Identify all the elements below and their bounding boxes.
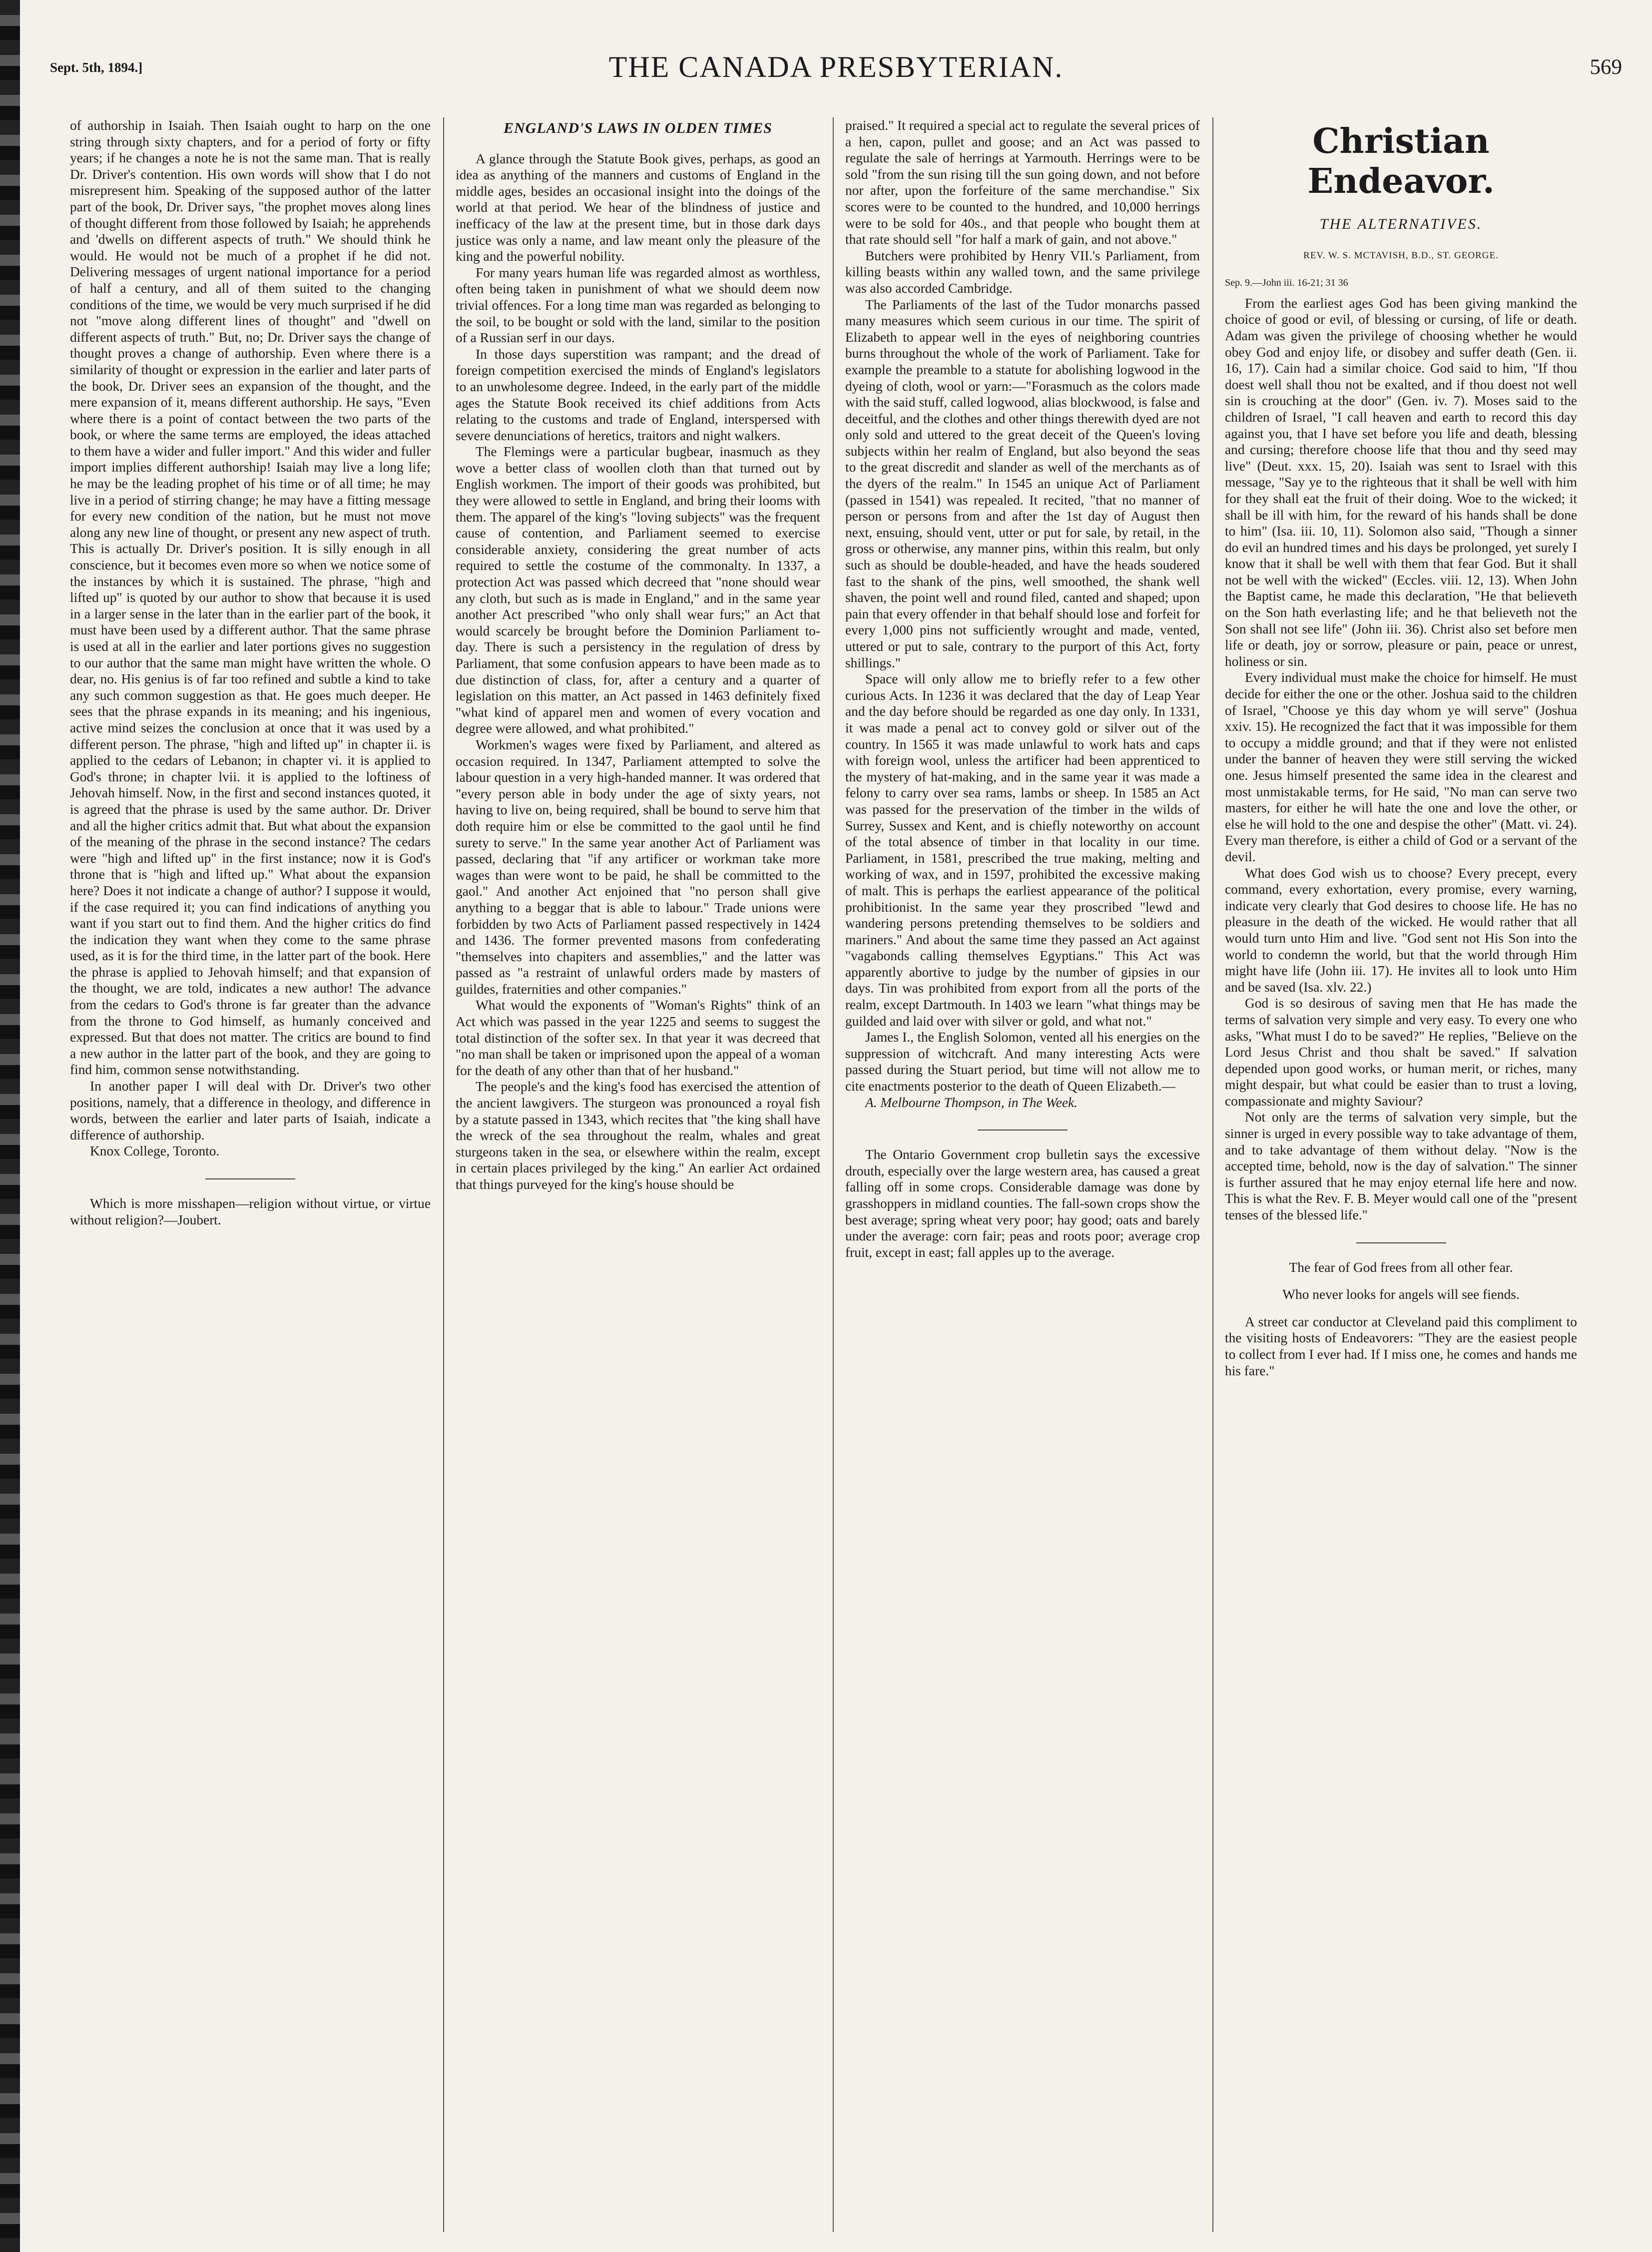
article-attribution: A. Melbourne Thompson, in The Week. [865,1095,1078,1110]
article-paragraph: From the earliest ages God has been giving mankind the choice of good or evil, of blessing or cursing, of life or death. Adam was given the privilege of choosing whether he would obey God and enjoy life, or disobey and suffer death (Gen. ii. 16, 17). Cain had a similar choice. God said to him, "If thou doest well shall thou not be exalted, and if thou doest not well sin is crouching at the door" (Gen. iv. 7). Moses said to the children of Israel, "I call heaven and earth to record this day against you, that I have set before you life and death, blessing and cursing; therefore choose life that thou and thy seed may live" (Deut. xxx. 15, 20). Isaiah was sent to Israel with this message, "Say ye to the righteous that it shall be well with him for they shall eat the fruit of their doing. Woe to the wicked; it shall be ill with him, for the reward of his hands shall be done to him" (Isa. iii. 10, 11). Solomon also said, "Though a sinner do evil an hundred times and his days be prolonged, yet surely I know that it shall be well with them that fear God. But it shall not be well with the wicked" (Eccles. viii. 12, 13). When John the Baptist came, he made this declaration, "He that believeth on the Son hath everlasting life; and he that believeth not the Son shall not see life" (John iii. 36). Christ also set before men life or death, joy or sorrow, pleasure or pain, peace or unrest, holiness or sin. [1225,295,1577,669]
scripture-reference: Sep. 9.—John iii. 16-21; 31 36 [1225,277,1348,289]
article-paragraph: Not only are the terms of salvation very simple, but the sinner is urged in every possible way to take advantage of them, and to take advantage of them without delay. "Now is the accepted time, behold, now is the day of salvation." The sinner is further assured that he may enjoy eternal life here and now. This is what the Rev. F. B. Meyer would call one of the "present tenses of the blessed life." [1225,1110,1577,1223]
column-3 [845,117,1200,2232]
author-byline: REV. W. S. MCTAVISH, B.D., ST. GEORGE. [1303,250,1499,261]
filler-saying: The fear of God frees from all other fear. [1289,1259,1513,1275]
section-divider [978,1129,1068,1130]
article-title: THE ALTERNATIVES. [1319,216,1483,232]
page-header [50,50,1622,105]
article-paragraph: The Flemings were a particular bugbear, inasmuch as they wove a better class of woollen cloth than that turned out by English workmen. The import of their goods was prohibited, but they were allowed to settle in England, and bring their looms with them. The apparel of the king's "loving subjects" was the frequent cause of contention, and Parliament seemed to exercise considerable anxiety, considering the great number of acts required to settle the costume of the commonalty. In 1337, a protection Act was passed which decreed that "none should wear any cloth, but such as is made in England," and in the same year another Act prescribed "who only shall wear furs;" an Act that would scarcely be brought before the Dominion Parliament to-day. There is such a persistency in the regulation of dress by Parliament, that some confusion appears to have been made as to due distinction of class, for, after a century and a quarter of legislation on this matter, an Act passed in 1463 definitely fixed "what kind of apparel men and women of every vocation and degree were allowed, and what prohibited." [456,444,820,736]
filler-saying: Who never looks for angels will see fiends. [1282,1287,1520,1302]
article-paragraph: What does God wish us to choose? Every precept, every command, every exhortation, every promise, every warning, indicate very clearly that God desires to choose life. He has no pleasure in the death of the wicked. He would rather that all would turn unto Him and live. "God sent not His Son into the world to condemn the world, but that the world through Him might have life (John iii. 17). He invites all to look unto Him and be saved (Isa. xlv. 22.) [1225,865,1577,995]
column-2 [456,117,820,2232]
column-4 [1225,117,1577,2232]
article-signoff: Knox College, Toronto. [90,1143,220,1159]
article-paragraph: James I., the English Solomon, vented all his energies on the suppression of witchcraft. And many interesting Acts were passed during the Stuart period, but time will not allow me to cite enactments posterior to the death of Queen Elizabeth.— [845,1030,1200,1094]
column-rule [833,117,834,2232]
column-rule [443,117,444,2232]
department-heading: Christian Endeavor. [1307,121,1495,201]
article-paragraph: What would the exponents of "Woman's Rights" think of an Act which was passed in the year 1225 and seems to suggest the total distinction of the softer sex. In that year it was decreed that "no man shall be taken or imprisoned upon the appeal of a woman for the death of any other than that of her husband." [456,998,820,1078]
publication-title: THE CANADA PRESBYTERIAN. [608,50,1064,83]
section-divider [205,1178,295,1179]
article-paragraph: Workmen's wages were fixed by Parliament, and altered as occasion required. In 1347, Parliament attempted to solve the labour question in a very high-handed manner. It was ordered that "every person able in body under the age of sixty years, not having to live on, being required, shall be bound to serve him that doth require him or else be committed to the gaol until he find surety to serve." In the same year another Act of Parliament was passed, declaring that "if any artificer or workman take more wages than were wont to be paid, he shall be committed to the gaol." And another Act enjoined that "no person shall give anything to a beggar that is able to labour." Trade unions were forbidden by two Acts of Parliament passed respectively in 1424 and 1436. The former prevented masons from confederating "themselves into chapiters and assemblies," and the latter was passed as "a restraint of unlawful orders made by masters of guildes, fraternities and other companies." [456,737,820,997]
article-paragraph: Every individual must make the choice for himself. He must decide for either the one or the other. Joshua said to the children of Israel, "Choose ye this day whom ye will serve" (Joshua xxiv. 15). He recognized the fact that it was impossible for them to occupy a middle ground; and that if they were not enlisted under the banner of heaven they were still serving the wicked one. Jesus himself presented the same idea in the clearest and most unmistakable terms, for He said, "No man can serve two masters, for either he will hate the one and love the other, or else he will hold to the one and despise the other" (Matt. vi. 24). Every man therefore, is either a child of God or a servant of the devil. [1225,670,1577,864]
article-paragraph: For many years human life was regarded almost as worthless, often being taken in punishment of what we should deem now trivial offences. For a long time man was regarded as belonging to the soil, to be bought or sold with the land, similar to the position of a Russian serf in our days. [456,265,820,346]
article-paragraph: The Parliaments of the last of the Tudor monarchs passed many measures which seem curious in our time. The spirit of Elizabeth to appear well in the eyes of neighboring countries burns throughout the whole of the work of Parliament. Take for example the preamble to a statute for abolishing logwood in the dyeing of cloth, wool or yarn:—"Forasmuch as the colors made with the said stuff, called logwood, alias blockwood, is false and deceitful, and the clothes and other things therewith dyed are not only sold and uttered to the great deceit of the Queen's loving subjects within her realm of England, but also beyond the seas to the great discredit and slander as well of the merchants as of the dyers of the realm." In 1545 an unique Act of Parliament (passed in 1541) was repealed. It recited, "that no manner of person or persons from and after the 1st day of August then next, ensuing, should vent, utter or put for sale, by retail, in the gross or otherwise, any manner pins, within this realm, but only such as should be double-headed, and have the heads soudered fast to the shank of the pins, well smoothed, the shank well shaven, the point well and round filed, canted and shaped; upon pain that every offender in that behalf should lose and forfeit for every 1,000 pins not sufficiently wrought and made, vented, uttered or put to sale, contrary to the purport of this Act, forty shillings." [845,297,1200,670]
article-paragraph: In another paper I will deal with Dr. Driver's two other positions, namely, that a difference in theology, and difference in words, between the earlier and later parts of Isaiah, indicate a difference of authorship. [70,1079,431,1142]
column-rule [1212,117,1213,2232]
article-paragraph: A glance through the Statute Book gives, perhaps, as good an idea as anything of the manners and customs of England in the middle ages, besides an occasional insight into the doings of the world at that period. We hear of the blindness of justice and inefficacy of the law at the present time, but in those dark days justice was only a name, and law meant only the pleasure of the king and the powerful nobility. [456,151,820,264]
filler-anecdote: A street car conductor at Cleveland paid this compliment to the visiting hosts of Endeavorers: "They are the easiest people to collect from I ever had. If I miss one, he comes and hands me his fare." [1225,1314,1577,1378]
news-item: The Ontario Government crop bulletin says the excessive drouth, especially over the large western area, has caused a great falling off in some crops. Considerable damage was done by grasshoppers in midland counties. The fall-sown crops show the best average; spring wheat very poor; hay good; oats and barely under the average: corn fair; peas and roots poor; average crop fruit, except in east; fall apples up to the average. [845,1147,1200,1260]
issue-date: Sept. 5th, 1894.] [50,60,143,75]
page-number: 569 [1590,55,1622,79]
article-paragraph: of authorship in Isaiah. Then Isaiah ought to harp on the one string through sixty chapters, and for a period of forty or fifty years; if he changes a note he is not the same man. That is really Dr. Driver's contention. His own words will show that I do not misrepresent him. Speaking of the supposed author of the latter part of the book, Dr. Driver says, "the prophet moves along lines of thought different from those followed by Isaiah; he apprehends and 'dwells on different aspects of truth." We should think he would. He would not be much of a prophet if he did not. Delivering messages of urgent national importance for a period of half a century, and all of them suited to the changing conditions of the time, we would be very much surprised if he did not "move along different lines of thought" and "dwell on different aspects of truth." But, no; Dr. Driver says the change of thought proves a change of authorship. Even where there is a similarity of thought or expression in the earlier and later parts of the book, Dr. Driver sees an expansion of the thought, and the mere expansion of it, means different authorship. He says, "Even where there is a point of contact between the two parts of the book, or where the same terms are employed, the ideas attached to them have a wider and fuller import." And this wider and fuller import implies different authorship! Isaiah may live a long life; he may be the leading prophet of his time or of all time; he may live in a period of stirring change; he may have a fitting message for every new condition of the nation, but he must not move along any new line of thought, or present any new aspect of truth. This is actually Dr. Driver's position. It is silly enough in all conscience, but it becomes even more so when we notice some of the instances by which it is sustained. The phrase, "high and lifted up" is quoted by our author to show that because it is used in a larger sense in the later than in the earlier part of the book, it must have been used by a different author. That the same phrase is used at all in the earlier and later portions gives no suggestion to our author that the same man might have written the whole. O dear, no. His genius is of far too refined and subtle a kind to take any such common suggestion as that. He goes much deeper. He sees that the phrase expands in its meaning; and his ingenious, active mind seizes the conclusion at once that it was used by a different person. The phrase, "high and lifted up" in chapter ii. is applied to the cedars of Lebanon; in chapter vi. it is applied to God's throne; in chapter lvii. it is applied to the loftiness of Jehovah himself. Now, in the first and second instances quoted, it is agreed that the phrase is used by the same author. Dr. Driver and all the higher critics admit that. But what about the expansion of the meaning of the phrase in the second instance? The cedars were "high and lifted up" in the first instance; now it is God's throne that is "high and lifted up." What about the expansion here? Does it not indicate a change of author? I suppose it would, if the case required it; you can find indications of anything you want if you start out to find them. And the higher critics do find the indication they want when they come to the same phrase used, as it is for the third time, in the latter part of the book. Here the phrase is applied to Jehovah himself; and that expansion of the thought, we are told, indicates a new author! The advance from the cedars to God's throne is far greater than the advance from the throne to God himself, as humanly conceived and expressed. But that does not matter. The critics are bound to find a new author in the latter part of the book, and they are going to find him, common sense notwithstanding. [70,118,431,1078]
column-1 [70,117,431,2232]
article-paragraph: Butchers were prohibited by Henry VII.'s Parliament, from killing beasts within any walled town, and the same privilege was also accorded Cambridge. [845,248,1200,296]
section-divider [1356,1242,1446,1243]
article-title: ENGLAND'S LAWS IN OLDEN TIMES [503,120,772,136]
article-paragraph: Space will only allow me to briefly refer to a few other curious Acts. In 1236 it was declared that the day of Leap Year and the day before should be regarded as one day only. In 1331, it was made a penal act to convey gold or silver out of the country. In 1565 it was made unlawful to work hats and caps with foreign wool, unless the artificer had been apprenticed to the mystery of hat-making, and in the same year it was made a felony to carry over sea rams, lambs or sheep. In 1585 an Act was passed for the preservation of the timber in the wilds of Surrey, Sussex and Kent, and is chiefly noteworthy on account of the total absence of timber in that locality in our time. Parliament, in 1581, prescribed the true making, melting and working of wax, and in 1597, prohibited the excessive making of malt. This is perhaps the earliest appearance of the political prohibitionist. In the same year they proscribed "lewd and wandering persons pretending themselves to be soldiers and mariners." And about the same time they passed an Act against "vagabonds calling themselves Egyptians." This Act was apparently abortive to judge by the number of gipsies in our days. Tin was prohibited from export from all the ports of the realm, except Dartmouth. In 1403 we learn "what things may be guilded and laid over with silver or gold, and what not." [845,671,1200,1029]
article-paragraph: praised." It required a special act to regulate the several prices of a hen, capon, pullet and goose; and an Act was passed to regulate the sale of herrings at Yarmouth. Herrings were to be sold "from the sun rising till the sun going down, and not before nor after, upon the forfeiture of the same merchandise." Six scores were to be counted to the hundred, and 10,000 herrings were to be sold for 40s., and that people who bought them at that rate should sell "for half a mark of gain, and not above." [845,118,1200,247]
page-binding-edge [0,0,20,2252]
quotation: Which is more misshapen—religion without virtue, or virtue without religion?—Joubert. [70,1196,431,1227]
article-paragraph: God is so desirous of saving men that He has made the terms of salvation very simple and very easy. To every one who asks, "What must I do to be saved?" He replies, "Believe on the Lord Jesus Christ and thou shalt be saved." If salvation depended upon good works, or human merit, or riches, many might despair, but what could be easier than to trust a loving, compassionate and mighty Saviour? [1225,996,1577,1109]
article-paragraph: In those days superstition was rampant; and the dread of foreign competition exercised the minds of England's legislators to an unwholesome degree. Indeed, in the early part of the middle ages the Statute Book received its chief additions from Acts relating to the customs and trade of England, interspersed with severe denunciations of heretics, traitors and night walkers. [456,346,820,443]
article-paragraph: The people's and the king's food has exercised the attention of the ancient lawgivers. The sturgeon was pronounced a royal fish by a statute passed in 1343, which recites that "the king shall have the wreck of the sea throughout the realm, whales and great sturgeons taken in the sea, or elsewhere within the realm, except in certain places privileged by the king." An earlier Act ordained that things purveyed for the king's house should be [456,1079,820,1192]
